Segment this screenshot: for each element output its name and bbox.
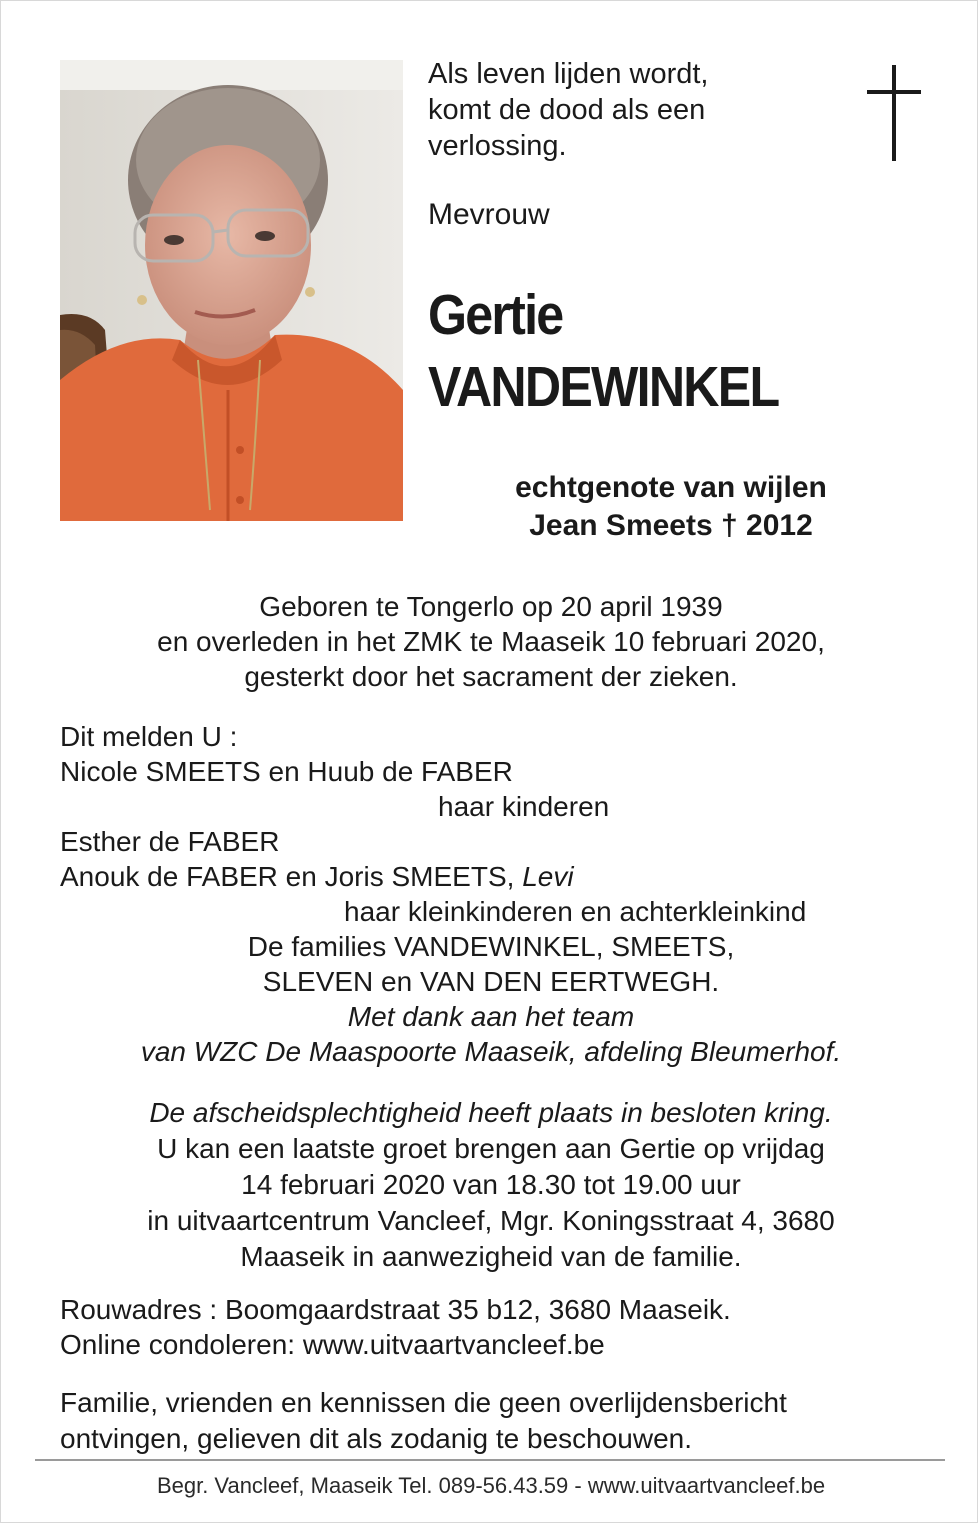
last-name: VANDEWINKEL — [428, 355, 779, 419]
ceremony-line: U kan een laatste groet brengen aan Gertie op vrijdag — [157, 1133, 825, 1164]
mourning-address — [60, 1292, 731, 1362]
quote-line: verlossing. — [428, 130, 567, 162]
great-grandchild-name: Levi — [522, 861, 574, 892]
ceremony-info — [1, 1095, 980, 1275]
announcers-list — [60, 719, 940, 1069]
thanks-line: van WZC De Maaspoorte Maaseik, afdeling Bleumerhof. — [140, 1036, 842, 1067]
honorific: Mevrouw — [428, 198, 550, 231]
notice-text — [60, 1385, 787, 1457]
portrait-photo — [60, 60, 403, 521]
address-line: Rouwadres : Boomgaardstraat 35 b12, 3680 Maaseik. — [60, 1294, 731, 1325]
ceremony-line: 14 februari 2020 van 18.30 tot 19.00 uur — [241, 1169, 741, 1200]
cross-icon — [863, 65, 923, 161]
quote-line: Als leven lijden wordt, — [428, 58, 709, 90]
death-line: en overleden in het ZMK te Maaseik 10 februari 2020, — [157, 626, 825, 657]
notice-line: Familie, vrienden en kennissen die geen overlijdensbericht — [60, 1387, 787, 1418]
spouse-info — [441, 469, 901, 545]
ceremony-line: De afscheidsplechtigheid heeft plaats in besloten kring. — [149, 1097, 833, 1128]
notice-line: ontvingen, gelieven dit als zodanig te beschouwen. — [60, 1423, 692, 1454]
birth-death-info — [41, 589, 941, 694]
condolence-link: Online condoleren: www.uitvaartvancleef.be — [60, 1329, 605, 1360]
grandchild-name: Anouk de FABER en Joris SMEETS, Levi — [60, 861, 574, 892]
families-line: SLEVEN en VAN DEN EERTWEGH. — [262, 966, 720, 997]
ceremony-line: in uitvaartcentrum Vancleef, Mgr. Koningsstraat 4, 3680 — [147, 1205, 835, 1236]
deceased-name — [428, 279, 778, 423]
spouse-line: Jean Smeets † 2012 — [529, 509, 813, 542]
children-names: Nicole SMEETS en Huub de FABER — [60, 756, 513, 787]
footer-divider — [35, 1459, 945, 1461]
quote-line: komt de dood als een — [428, 94, 706, 126]
families-line: De families VANDEWINKEL, SMEETS, — [247, 931, 735, 962]
sacrament-line: gesterkt door het sacrament der zieken. — [244, 661, 738, 692]
first-name: Gertie — [428, 283, 563, 347]
grandchild-name: Esther de FABER — [60, 826, 280, 857]
birth-line: Geboren te Tongerlo op 20 april 1939 — [259, 591, 723, 622]
funeral-home-footer: Begr. Vancleef, Maaseik Tel. 089-56.43.59 - www.uitvaartvancleef.be — [156, 1473, 826, 1498]
thanks-line: Met dank aan het team — [347, 1001, 635, 1032]
children-label: haar kinderen — [438, 791, 610, 822]
grandchildren-label: haar kleinkinderen en achterkleinkind — [344, 896, 807, 927]
ceremony-line: Maaseik in aanwezigheid van de familie. — [240, 1241, 742, 1272]
opening-quote — [428, 56, 708, 164]
announce-intro: Dit melden U : — [60, 721, 238, 752]
spouse-line: echtgenote van wijlen — [515, 471, 827, 504]
